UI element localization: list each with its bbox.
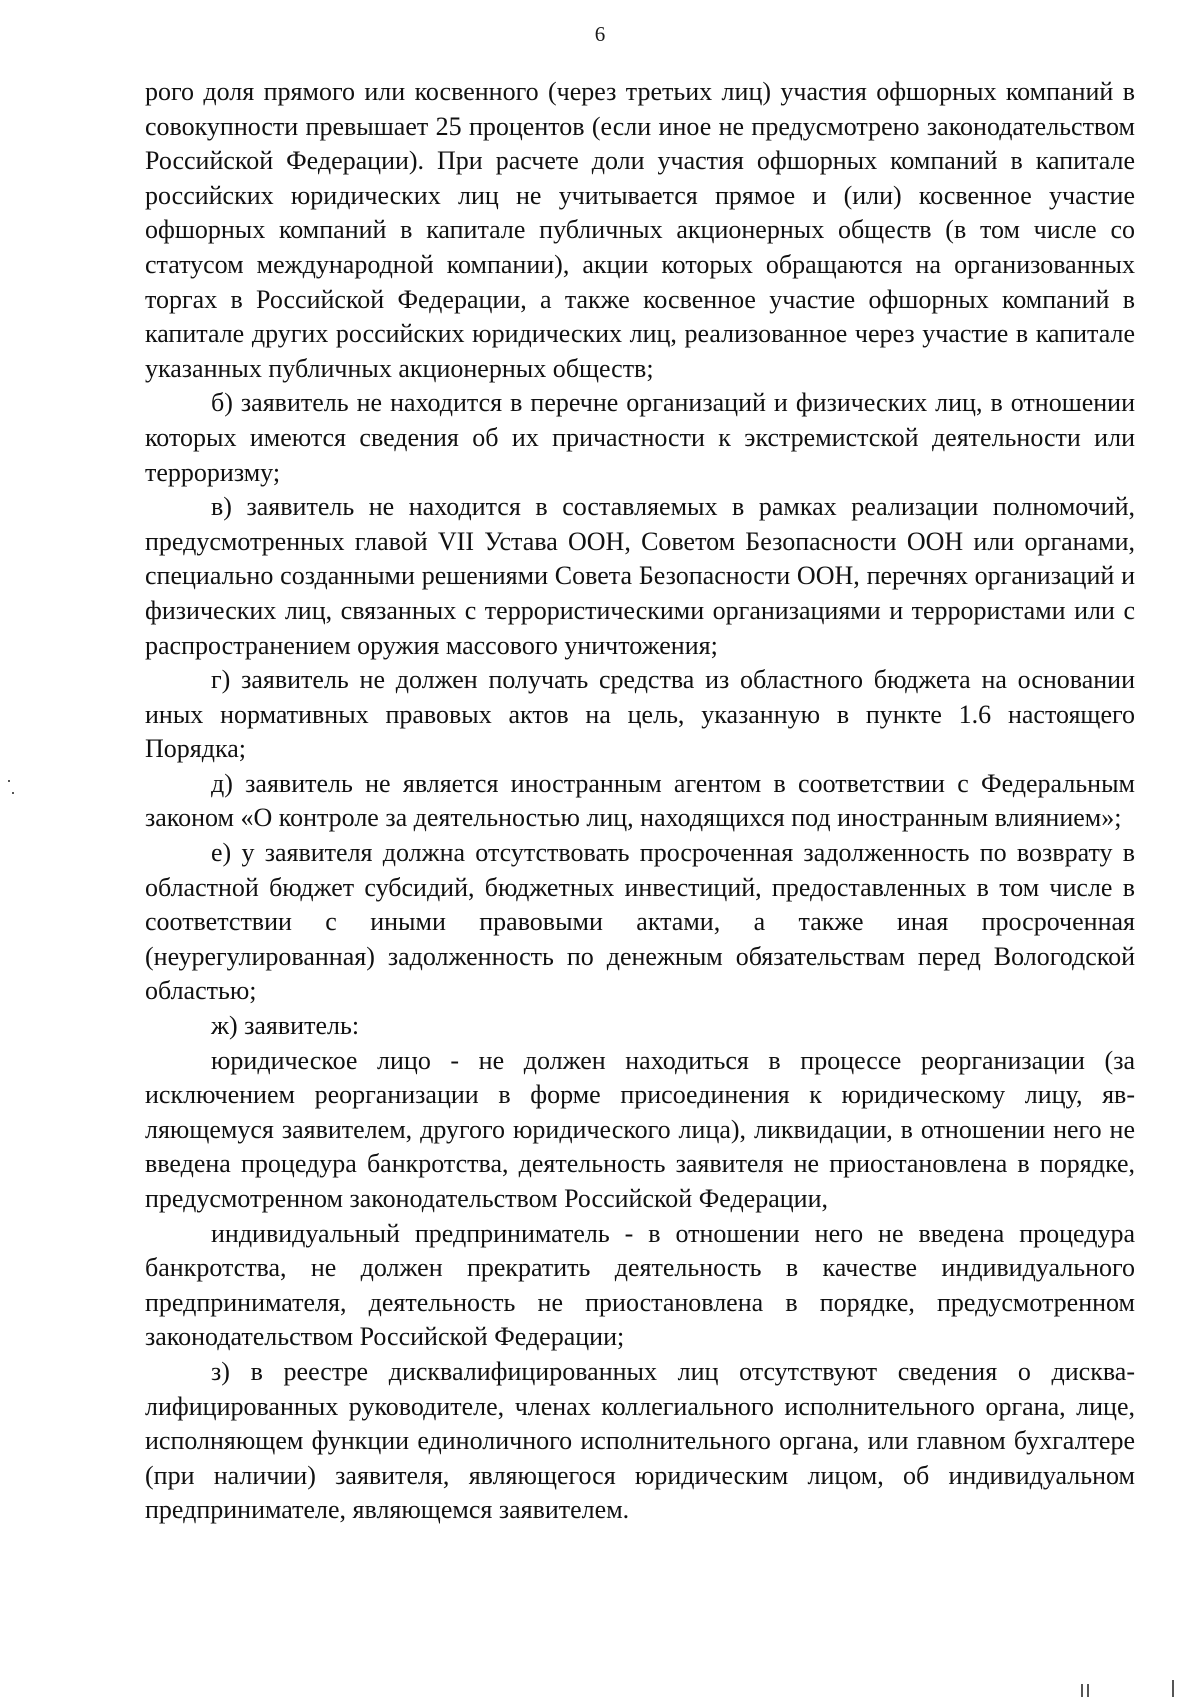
paragraph-item-e: е) у заявителя должна отсутствовать просроченная задолженность по возврату в областной бюджет субсидий, бюджетных инвестиций, предоставленных в том числе в соответствии с иными правовыми актами, а также иная просроченная (неурегулированная) задолженность по денежным обязательствам перед Вологодской областью; (145, 838, 1135, 1006)
scan-artifact (1172, 1680, 1174, 1697)
paragraph-legal-entity: юридическое лицо - не должен находиться в процессе реорганизации (за исключением реорганизации в форме присоединения к юридическому лицу, являющемуся заявителем, другого юридического лица), ликвидации, в отношении него не введена процедура банкротства, деятельность заявителя не приостановлена в порядке, предусмотренном законодательством Российской Федерации, (145, 1045, 1135, 1213)
scan-artifact (12, 792, 14, 794)
paragraph-offshore-continuation: рого доля прямого или косвенного (через третьих лиц) участия офшорных компаний в совокупности превышает 25 процентов (если иное не предусмотрено законодательством Российской Федерации). При расчете доли участия офшорных компаний в капитале российских юридических лиц не учитывается прямое и (или) косвенное участие офшорных компаний в капитале публичных акционерных обществ (в том числе со статусом международной компании), акции которых обращаются на организованных торгах в Российской Федерации, а также косвенное участие офшорных компаний в капитале других российских юридических лиц, реализованное через участие в капитале указанных публичных акционерных обществ; (145, 77, 1135, 383)
scan-artifact (1081, 1684, 1083, 1697)
paragraph-individual-entrepreneur: индивидуальный предприниматель - в отношении него не введена процедура банкротства, не должен прекратить деятельность в качестве индивидуального предпринимателя, деятельность не приостановлена в порядке, предусмотренном законодательством Российской Федерации; (145, 1218, 1135, 1352)
paragraph-item-z: з) в реестре дисквалифицированных лиц отсутствуют сведения о дисквалифицированных руководителе, членах коллегиального исполнительного органа, лице, исполняющем функции единоличного исполнительного органа, или главном бухгалтере (при наличии) заявителя, являющегося юридическим лицом, об индивидуальном предпринимателе, являющемся заявителем. (145, 1356, 1135, 1525)
paragraph-item-zh: ж) заявитель: (211, 1011, 360, 1041)
document-body (145, 75, 1135, 1528)
paragraph-item-b: б) заявитель не находится в перечне организаций и физических лиц, в отношении которых имеются сведения об их причастности к экстремистской деятельности или терроризму; (145, 388, 1135, 487)
scan-artifact (8, 780, 10, 782)
paragraph-item-g: г) заявитель не должен получать средства из областного бюджета на основании иных нормативных правовых актов на цель, указанную в пункте 1.6 настоящего Порядка; (145, 665, 1135, 764)
paragraph-item-v: в) заявитель не находится в составляемых в рамках реализации полномочий, предусмотренных главой VII Устава ООН, Советом Безопасности ООН или органами, специально созданными решениями Совета Безопасности ООН, перечнях организаций и физических лиц, связанных с террористическими организациями и террористами или с распространением оружия массового уничтожения; (145, 492, 1135, 660)
scan-artifact (1087, 1684, 1089, 1697)
page-number: 6 (594, 22, 606, 46)
paragraph-item-d: д) заявитель не является иностранным агентом в соответствии с Федеральным законом «О контроле за деятельностью лиц, находящихся под иностранным влиянием»; (145, 768, 1135, 833)
